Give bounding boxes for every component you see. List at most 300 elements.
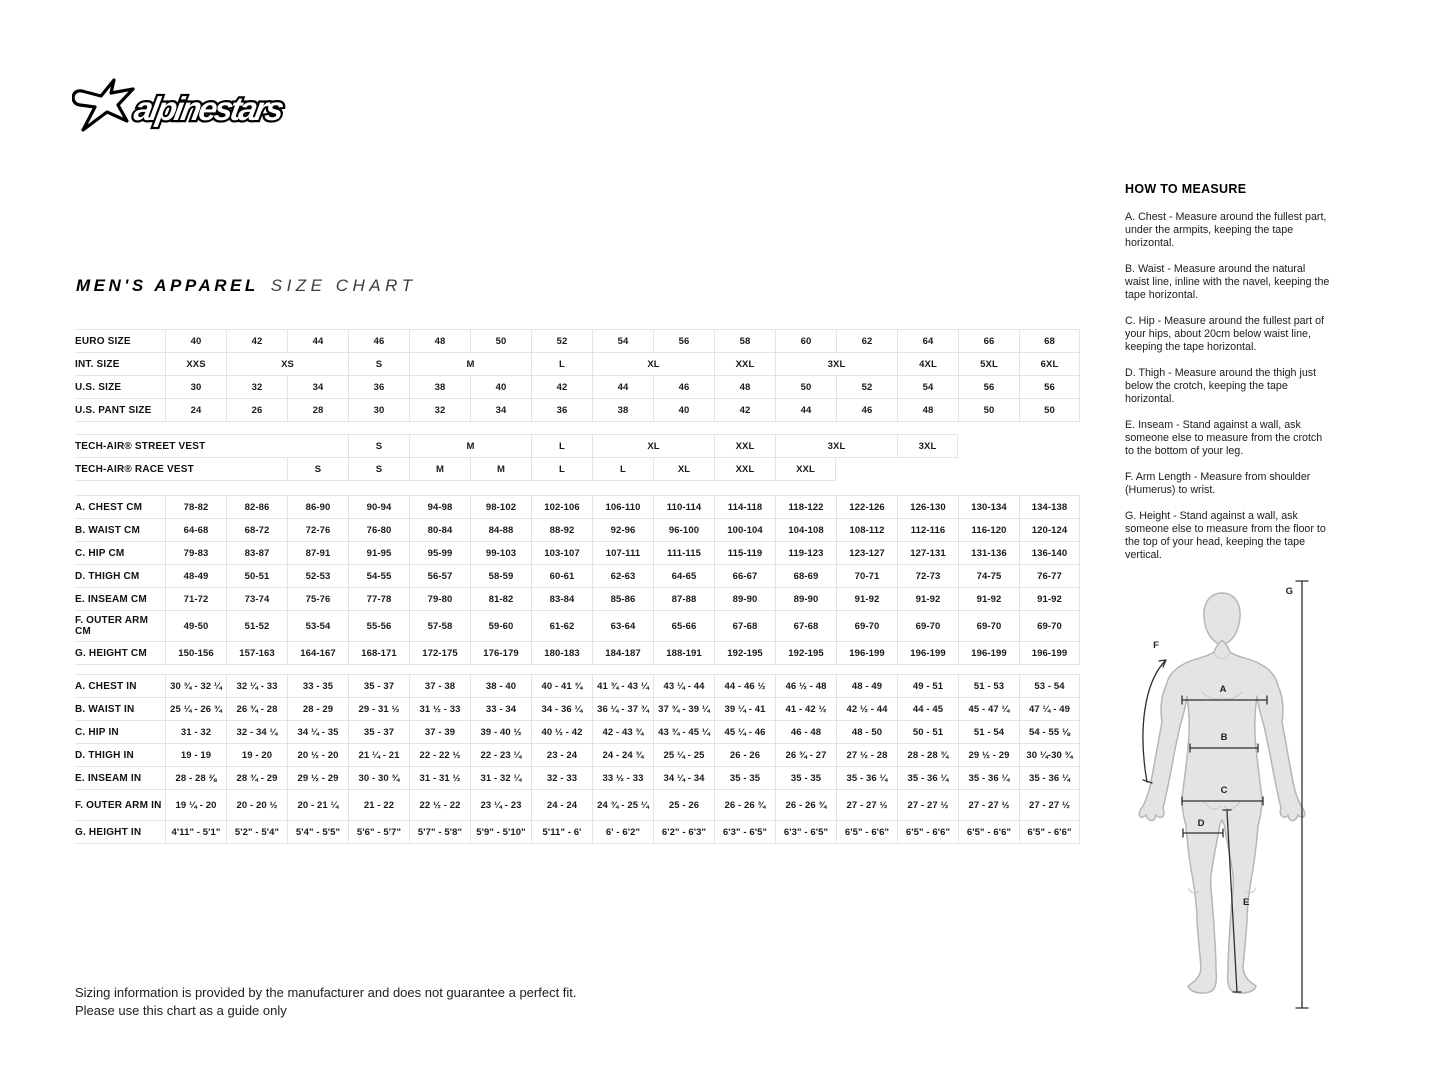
size-cell: 31 - 32 — [165, 721, 226, 743]
size-cell: 26 ¾ - 27 — [775, 744, 836, 766]
size-cell: 50-51 — [226, 565, 287, 587]
size-cell: 30 — [348, 399, 409, 421]
size-cell: 4XL — [897, 353, 958, 375]
size-cell: 28 - 29 — [287, 698, 348, 720]
row-label: E. INSEAM CM — [75, 593, 147, 605]
page-title — [76, 276, 417, 296]
size-cell: 50 — [958, 399, 1019, 421]
size-cell: 43 ¾ - 45 ¼ — [653, 721, 714, 743]
size-cell: 36 ¼ - 37 ¾ — [592, 698, 653, 720]
size-cell: 69-70 — [897, 611, 958, 641]
table-row — [75, 790, 1080, 821]
size-cell: 51 - 53 — [958, 675, 1019, 697]
size-cell: 42 — [714, 399, 775, 421]
table-row — [75, 698, 1080, 721]
size-cell: 22 - 23 ¼ — [470, 744, 531, 766]
size-cell: 53-54 — [287, 611, 348, 641]
size-cell: 6'5" - 6'6" — [958, 821, 1019, 843]
row-label: B. WAIST CM — [75, 524, 140, 536]
size-cell: 21 - 22 — [348, 790, 409, 820]
size-cell: 43 ¼ - 44 — [653, 675, 714, 697]
how-to-measure-panel — [1125, 182, 1332, 575]
size-cell: 46 ½ - 48 — [775, 675, 836, 697]
size-cell: M — [409, 435, 531, 457]
size-cell: 35 - 35 — [714, 767, 775, 789]
size-cell: 54 — [592, 330, 653, 352]
size-cell: XXL — [775, 458, 836, 480]
size-cell: 96-100 — [653, 519, 714, 541]
measure-instruction-inseam: E. Inseam - Stand against a wall, ask someone else to measure from the crotch to the bottom of your leg. — [1125, 419, 1323, 457]
size-cell: XXL — [714, 435, 775, 457]
table-section-sizes — [75, 329, 1080, 422]
size-cell: 83-84 — [531, 588, 592, 610]
size-cell: 34 - 36 ¼ — [531, 698, 592, 720]
table-row — [75, 744, 1080, 767]
size-cell: 59-60 — [470, 611, 531, 641]
size-cell: 74-75 — [958, 565, 1019, 587]
size-cell: 5'2" - 5'4" — [226, 821, 287, 843]
size-cell: 92-96 — [592, 519, 653, 541]
size-cell: 32 — [409, 399, 470, 421]
size-cell: M — [470, 458, 531, 480]
size-cell: 6'3" - 6'5" — [714, 821, 775, 843]
measure-instruction-hip: C. Hip - Measure around the fullest part of your hips, about 20cm below waist line, keeping the tape horizontal. — [1125, 315, 1325, 353]
size-cell: 31 - 31 ½ — [409, 767, 470, 789]
size-cell: 34 — [470, 399, 531, 421]
size-cell: 49 - 51 — [897, 675, 958, 697]
size-cell: 91-95 — [348, 542, 409, 564]
size-cell: 3XL — [775, 435, 897, 457]
size-cell: 26 - 26 ¾ — [714, 790, 775, 820]
size-cell: 50 — [1019, 399, 1080, 421]
table-row — [75, 642, 1080, 665]
size-cell: 6'5" - 6'6" — [1019, 821, 1080, 843]
size-cell: 103-107 — [531, 542, 592, 564]
size-cell: 176-179 — [470, 642, 531, 664]
size-cell: 52 — [531, 330, 592, 352]
size-cell: 112-116 — [897, 519, 958, 541]
page-title-main: MEN'S APPAREL — [76, 276, 259, 295]
table-section-cm — [75, 495, 1080, 665]
size-cell: 28 — [287, 399, 348, 421]
size-cell: 126-130 — [897, 496, 958, 518]
size-cell: L — [531, 353, 592, 375]
size-cell: 104-108 — [775, 519, 836, 541]
size-cell: 110-114 — [653, 496, 714, 518]
size-cell: 30 - 30 ¾ — [348, 767, 409, 789]
size-cell: 3XL — [775, 353, 897, 375]
row-label: D. THIGH CM — [75, 570, 140, 582]
size-cell: 56-57 — [409, 565, 470, 587]
size-cell: 40 — [653, 399, 714, 421]
size-cell: 86-90 — [287, 496, 348, 518]
size-cell: 95-99 — [409, 542, 470, 564]
size-cell: 106-110 — [592, 496, 653, 518]
size-cell: 68 — [1019, 330, 1080, 352]
size-cell: 56 — [1019, 376, 1080, 398]
size-cell: 98-102 — [470, 496, 531, 518]
size-cell: 180-183 — [531, 642, 592, 664]
size-cell: 58 — [714, 330, 775, 352]
size-cell: 25 - 26 — [653, 790, 714, 820]
size-cell: 100-104 — [714, 519, 775, 541]
table-row — [75, 542, 1080, 565]
size-cell: 64-65 — [653, 565, 714, 587]
size-cell: 52-53 — [287, 565, 348, 587]
size-cell: 90-94 — [348, 496, 409, 518]
size-cell: 54 — [897, 376, 958, 398]
size-cell: 19 - 19 — [165, 744, 226, 766]
size-cell: 46 — [348, 330, 409, 352]
size-cell: 84-88 — [470, 519, 531, 541]
size-cell: 29 - 31 ½ — [348, 698, 409, 720]
size-cell: 85-86 — [592, 588, 653, 610]
size-cell: 37 ¾ - 39 ¼ — [653, 698, 714, 720]
size-cell: 42 ½ - 44 — [836, 698, 897, 720]
label-D: D — [1197, 818, 1205, 829]
size-cell: S — [348, 435, 409, 457]
size-cell: 20 ½ - 20 — [287, 744, 348, 766]
size-cell: 40 ½ - 42 — [531, 721, 592, 743]
size-cell: 44 — [775, 399, 836, 421]
row-label: TECH-AIR® STREET VEST — [75, 440, 206, 452]
size-cell: 184-187 — [592, 642, 653, 664]
size-cell: 78-82 — [165, 496, 226, 518]
size-cell: 122-126 — [836, 496, 897, 518]
table-row — [75, 721, 1080, 744]
size-cell: 120-124 — [1019, 519, 1080, 541]
size-cell: 29 ½ - 29 — [958, 744, 1019, 766]
table-row — [75, 674, 1080, 698]
measure-instruction-arm: F. Arm Length - Measure from shoulder (Humerus) to wrist. — [1125, 471, 1311, 496]
size-cell: 42 — [531, 376, 592, 398]
size-cell: 192-195 — [714, 642, 775, 664]
size-cell: 69-70 — [958, 611, 1019, 641]
size-cell: 116-120 — [958, 519, 1019, 541]
table-row — [75, 495, 1080, 519]
size-cell: 23 ¼ - 23 — [470, 790, 531, 820]
size-cell: 192-195 — [775, 642, 836, 664]
alpinestars-wordmark — [131, 91, 286, 128]
size-cell: 30 — [165, 376, 226, 398]
size-cell: 5'11" - 6' — [531, 821, 592, 843]
size-cell: 19 ¼ - 20 — [165, 790, 226, 820]
size-cell: 64 — [897, 330, 958, 352]
size-cell: 150-156 — [165, 642, 226, 664]
size-cell: 38 — [592, 399, 653, 421]
size-table — [75, 329, 1080, 844]
size-cell: 64-68 — [165, 519, 226, 541]
size-cell: 24 — [165, 399, 226, 421]
disclaimer-line-2: Please use this chart as a guide only — [75, 1003, 287, 1018]
size-cell: 26 - 26 ¾ — [775, 790, 836, 820]
size-cell: 196-199 — [1019, 642, 1080, 664]
size-cell: 4'11" - 5'1" — [165, 821, 226, 843]
table-row — [75, 821, 1080, 844]
size-cell: 25 ¼ - 25 — [653, 744, 714, 766]
size-cell: 24 ¾ - 25 ¼ — [592, 790, 653, 820]
size-cell: 82-86 — [226, 496, 287, 518]
row-label: E. INSEAM IN — [75, 772, 142, 784]
size-cell: 50 — [470, 330, 531, 352]
size-cell: 22 ½ - 22 — [409, 790, 470, 820]
size-cell: 54-55 — [348, 565, 409, 587]
size-cell: 36 — [348, 376, 409, 398]
size-cell: 102-106 — [531, 496, 592, 518]
size-cell: 25 ¼ - 26 ¾ — [165, 698, 226, 720]
size-cell: 72-73 — [897, 565, 958, 587]
size-cell: L — [531, 435, 592, 457]
size-cell: 46 — [653, 376, 714, 398]
size-cell: 39 - 40 ½ — [470, 721, 531, 743]
size-cell: 50 - 51 — [897, 721, 958, 743]
row-label: A. CHEST CM — [75, 501, 143, 513]
size-cell: 36 — [531, 399, 592, 421]
size-cell: 66-67 — [714, 565, 775, 587]
size-cell: 35 - 36 ¼ — [1019, 767, 1080, 789]
size-cell: 27 - 27 ½ — [897, 790, 958, 820]
size-cell: S — [348, 458, 409, 480]
size-cell: 6'2" - 6'3" — [653, 821, 714, 843]
alpinestars-star-icon — [73, 80, 133, 130]
size-cell: 91-92 — [836, 588, 897, 610]
size-cell: 38 — [409, 376, 470, 398]
size-cell: 30 ¼-30 ¾ — [1019, 744, 1080, 766]
size-cell: 73-74 — [226, 588, 287, 610]
label-B: B — [1220, 732, 1228, 743]
row-label: A. CHEST IN — [75, 680, 137, 692]
size-cell: 188-191 — [653, 642, 714, 664]
size-cell: 20 - 21 ¼ — [287, 790, 348, 820]
size-cell: 83-87 — [226, 542, 287, 564]
label-G: G — [1285, 586, 1293, 597]
size-cell: 35 - 36 ¼ — [897, 767, 958, 789]
size-cell: 32 ¼ - 33 — [226, 675, 287, 697]
row-label: C. HIP IN — [75, 726, 119, 738]
size-cell: 66 — [958, 330, 1019, 352]
size-cell: 34 ¼ - 35 — [287, 721, 348, 743]
size-cell: 63-64 — [592, 611, 653, 641]
size-cell: 94-98 — [409, 496, 470, 518]
size-cell: 134-138 — [1019, 496, 1080, 518]
size-cell: 172-175 — [409, 642, 470, 664]
size-cell: 89-90 — [714, 588, 775, 610]
size-cell: 6'3" - 6'5" — [775, 821, 836, 843]
size-cell: 5'9" - 5'10" — [470, 821, 531, 843]
size-cell: 3XL — [897, 435, 958, 457]
table-row — [75, 611, 1080, 642]
size-cell: 39 ¼ - 41 — [714, 698, 775, 720]
row-label: TECH-AIR® RACE VEST — [75, 463, 194, 475]
size-cell: 33 - 35 — [287, 675, 348, 697]
size-cell: 44 - 45 — [897, 698, 958, 720]
size-cell: 136-140 — [1019, 542, 1080, 564]
size-cell: 108-112 — [836, 519, 897, 541]
size-cell: 57-58 — [409, 611, 470, 641]
size-cell: XL — [653, 458, 714, 480]
size-cell: 27 ½ - 28 — [836, 744, 897, 766]
size-cell: 79-83 — [165, 542, 226, 564]
size-cell: S — [287, 458, 348, 480]
size-cell: 22 - 22 ½ — [409, 744, 470, 766]
size-cell: 157-163 — [226, 642, 287, 664]
size-cell: 5XL — [958, 353, 1019, 375]
size-cell: 48-49 — [165, 565, 226, 587]
size-cell: 44 - 46 ½ — [714, 675, 775, 697]
page-title-sub: SIZE CHART — [270, 276, 417, 295]
size-cell: 69-70 — [1019, 611, 1080, 641]
size-cell: 51-52 — [226, 611, 287, 641]
row-label: U.S. SIZE — [75, 381, 122, 393]
measure-instruction-chest: A. Chest - Measure around the fullest part, under the armpits, keeping the tape horizontal. — [1125, 211, 1327, 249]
size-cell: 35 - 37 — [348, 721, 409, 743]
size-cell: 75-76 — [287, 588, 348, 610]
size-cell: 24 - 24 ¾ — [592, 744, 653, 766]
size-cell: 62-63 — [592, 565, 653, 587]
size-cell: 28 - 28 ⅜ — [165, 767, 226, 789]
size-cell: 31 ½ - 33 — [409, 698, 470, 720]
size-cell: 27 - 27 ½ — [958, 790, 1019, 820]
table-row — [75, 353, 1080, 376]
size-cell: 40 — [470, 376, 531, 398]
size-cell: 107-111 — [592, 542, 653, 564]
size-cell: 50 — [775, 376, 836, 398]
size-cell: 48 - 49 — [836, 675, 897, 697]
size-cell: 41 - 42 ½ — [775, 698, 836, 720]
size-cell: 71-72 — [165, 588, 226, 610]
size-cell: 123-127 — [836, 542, 897, 564]
size-cell: 26 - 26 — [714, 744, 775, 766]
size-cell: 72-76 — [287, 519, 348, 541]
size-cell: XXL — [714, 353, 775, 375]
size-cell: 62 — [836, 330, 897, 352]
size-cell: 5'7" - 5'8" — [409, 821, 470, 843]
row-label: EURO SIZE — [75, 335, 131, 347]
size-cell: 40 — [165, 330, 226, 352]
row-label: G. HEIGHT IN — [75, 826, 142, 838]
row-label: D. THIGH IN — [75, 749, 134, 761]
table-row — [75, 588, 1080, 611]
size-cell: 40 - 41 ¾ — [531, 675, 592, 697]
size-cell: 52 — [836, 376, 897, 398]
size-cell: 35 - 36 ¼ — [836, 767, 897, 789]
size-cell: 29 ½ - 29 — [287, 767, 348, 789]
size-cell: 35 - 37 — [348, 675, 409, 697]
size-cell: XL — [592, 435, 714, 457]
size-cell: 68-72 — [226, 519, 287, 541]
size-cell: 24 - 24 — [531, 790, 592, 820]
disclaimer-line-1: Sizing information is provided by the manufacturer and does not guarantee a perfect fit. — [75, 985, 577, 1000]
size-cell: 127-131 — [897, 542, 958, 564]
size-cell: XS — [226, 353, 348, 375]
size-cell: 111-115 — [653, 542, 714, 564]
size-cell: 35 - 36 ¼ — [958, 767, 1019, 789]
size-cell: 168-171 — [348, 642, 409, 664]
size-cell: 32 - 34 ¼ — [226, 721, 287, 743]
table-section-in — [75, 674, 1080, 844]
measure-instruction-waist: B. Waist - Measure around the natural waist line, inline with the navel, keeping the tape horizontal. — [1125, 263, 1330, 301]
size-cell: 48 - 50 — [836, 721, 897, 743]
row-label: C. HIP CM — [75, 547, 125, 559]
size-cell: 70-71 — [836, 565, 897, 587]
table-row — [75, 519, 1080, 542]
size-cell: 44 — [287, 330, 348, 352]
size-cell: 33 - 34 — [470, 698, 531, 720]
size-cell: 41 ¾ - 43 ¼ — [592, 675, 653, 697]
size-cell: 87-91 — [287, 542, 348, 564]
size-cell: 47 ¼ - 49 — [1019, 698, 1080, 720]
size-cell: 19 - 20 — [226, 744, 287, 766]
size-cell: 79-80 — [409, 588, 470, 610]
size-cell: 76-80 — [348, 519, 409, 541]
size-cell: 38 - 40 — [470, 675, 531, 697]
size-cell: 65-66 — [653, 611, 714, 641]
size-cell: 33 ½ - 33 — [592, 767, 653, 789]
size-cell: 56 — [653, 330, 714, 352]
size-cell: M — [409, 458, 470, 480]
table-section-vests — [75, 434, 958, 481]
size-cell: 31 - 32 ¼ — [470, 767, 531, 789]
table-row — [75, 767, 1080, 790]
size-cell: 48 — [714, 376, 775, 398]
measure-instruction-thigh: D. Thigh - Measure around the thigh just below the crotch, keeping the tape horizontal. — [1125, 367, 1317, 405]
size-cell: 49-50 — [165, 611, 226, 641]
size-cell: 131-136 — [958, 542, 1019, 564]
size-cell: 5'4" - 5'5" — [287, 821, 348, 843]
size-cell: 37 - 38 — [409, 675, 470, 697]
size-cell: 69-70 — [836, 611, 897, 641]
size-cell: 67-68 — [775, 611, 836, 641]
size-cell: 60 — [775, 330, 836, 352]
size-cell: 118-122 — [775, 496, 836, 518]
size-cell: 55-56 — [348, 611, 409, 641]
size-cell: 91-92 — [1019, 588, 1080, 610]
size-cell: 27 - 27 ½ — [836, 790, 897, 820]
size-cell: M — [409, 353, 531, 375]
size-cell: 45 ¼ - 46 — [714, 721, 775, 743]
size-cell: 115-119 — [714, 542, 775, 564]
size-cell: 60-61 — [531, 565, 592, 587]
size-cell: 196-199 — [897, 642, 958, 664]
body-measurement-diagram — [1130, 570, 1330, 1030]
size-cell: 196-199 — [958, 642, 1019, 664]
size-cell: 56 — [958, 376, 1019, 398]
label-C: C — [1220, 785, 1228, 796]
size-cell: 30 ¾ - 32 ¼ — [165, 675, 226, 697]
size-cell: S — [348, 353, 409, 375]
table-row — [75, 458, 836, 481]
label-A: A — [1219, 684, 1227, 695]
size-cell: 76-77 — [1019, 565, 1080, 587]
size-cell: 51 - 54 — [958, 721, 1019, 743]
size-cell: 6'5" - 6'6" — [836, 821, 897, 843]
size-cell: 44 — [592, 376, 653, 398]
size-cell: 53 - 54 — [1019, 675, 1080, 697]
size-cell: 32 - 33 — [531, 767, 592, 789]
size-cell: 77-78 — [348, 588, 409, 610]
size-cell: 34 ¼ - 34 — [653, 767, 714, 789]
size-cell: 89-90 — [775, 588, 836, 610]
size-cell: 35 - 35 — [775, 767, 836, 789]
size-cell: 34 — [287, 376, 348, 398]
height-measure-line — [1296, 581, 1308, 1008]
size-cell: 48 — [897, 399, 958, 421]
size-cell: 48 — [409, 330, 470, 352]
row-label: F. OUTER ARM IN — [75, 799, 162, 811]
size-cell: 114-118 — [714, 496, 775, 518]
table-row — [75, 434, 958, 458]
size-cell: 119-123 — [775, 542, 836, 564]
